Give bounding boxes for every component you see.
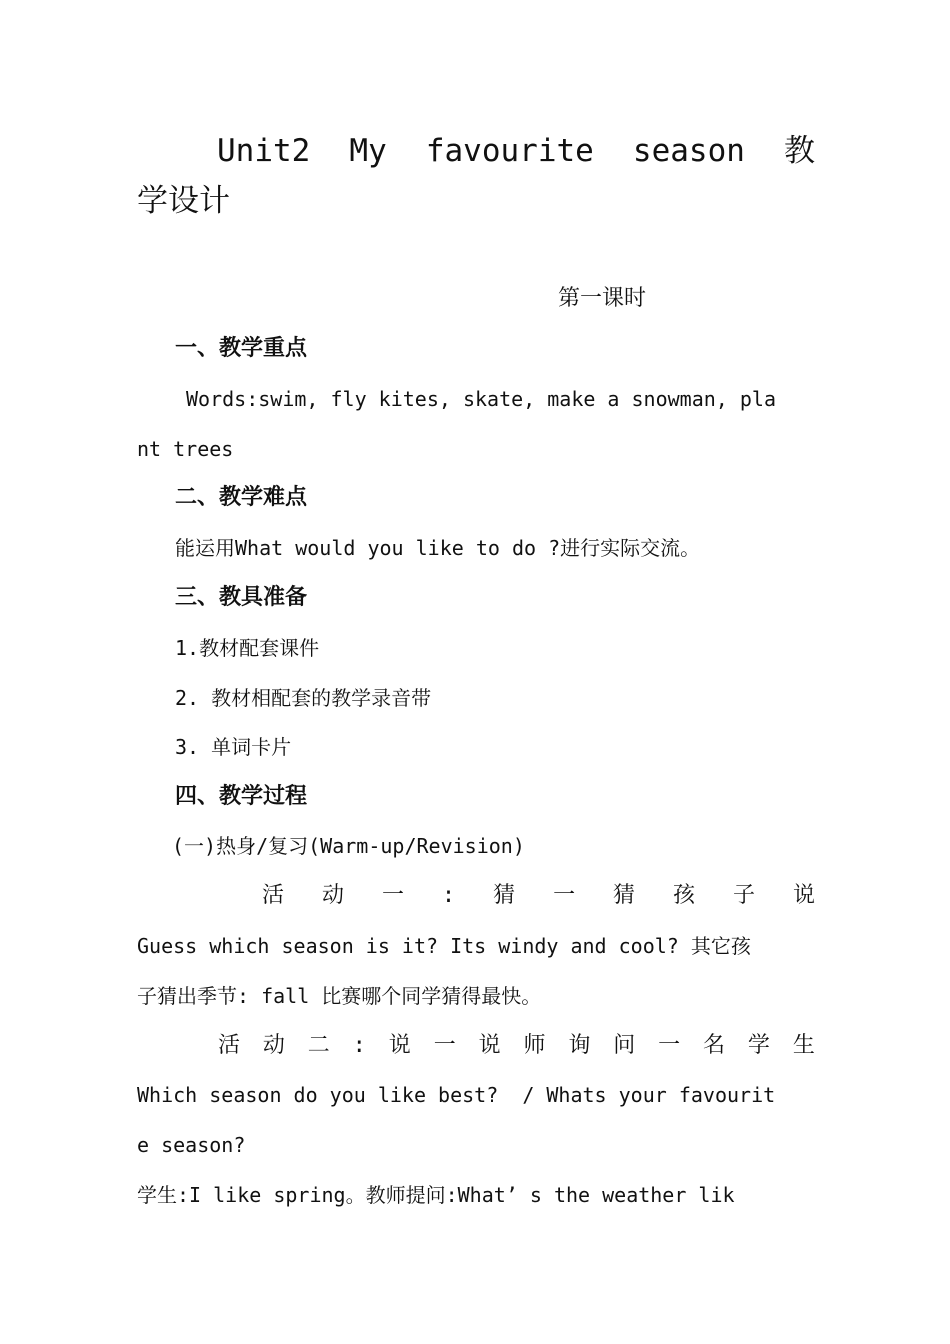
section-heading-focus: 一、教学重点 <box>175 336 308 361</box>
spread-char: : <box>441 883 456 908</box>
spread-char: 活 <box>262 883 285 908</box>
spread-char: 子 <box>732 883 755 908</box>
activity-one-line <box>137 881 815 911</box>
spread-char: 师 <box>523 1033 546 1058</box>
section-heading-materials: 三、教具准备 <box>175 585 308 610</box>
spread-char: 动 <box>262 1033 285 1058</box>
document-title <box>137 128 815 174</box>
difficulty-text: 能运用What would you like to do ?进行实际交流。 <box>175 536 701 560</box>
document-title-continued: 学设计 <box>137 183 230 219</box>
spread-char: : <box>352 1033 366 1058</box>
section-heading-difficulty: 二、教学难点 <box>175 485 308 510</box>
section-heading-process: 四、教学过程 <box>175 784 308 809</box>
activity-two-line: e season? <box>137 1133 246 1157</box>
spread-char: 猜 <box>613 883 636 908</box>
focus-text-line: nt trees <box>137 437 234 461</box>
activity-one-line: 子猜出季节: fall 比赛哪个同学猜得最快。 <box>137 984 542 1008</box>
focus-text-line: Words:swim, fly kites, skate, make a snowman, pla <box>186 387 777 411</box>
materials-item: 1.教材配套课件 <box>175 636 320 660</box>
spread-char: 二 <box>307 1033 330 1058</box>
spread-char: 动 <box>321 883 344 908</box>
spread-char: 猜 <box>493 883 516 908</box>
spread-char: 生 <box>792 1033 815 1058</box>
spread-char: 询 <box>568 1033 591 1058</box>
spread-char: 问 <box>613 1033 636 1058</box>
lesson-label: 第一课时 <box>558 286 647 311</box>
title-word: 教 <box>784 133 815 169</box>
title-word: favourite <box>425 133 594 169</box>
spread-char: 说 <box>792 883 815 908</box>
spread-char: 一 <box>658 1033 681 1058</box>
spread-char: 说 <box>388 1033 411 1058</box>
spread-char: 学 <box>747 1033 770 1058</box>
spread-char: 一 <box>381 883 404 908</box>
title-word: My <box>349 133 387 169</box>
activity-two-line: 学生:I like spring。教师提问:What’ s the weather lik <box>137 1183 735 1207</box>
activity-two-line <box>137 1031 815 1061</box>
spread-char: 孩 <box>673 883 696 908</box>
materials-item: 3. 单词卡片 <box>175 735 292 759</box>
materials-item: 2. 教材相配套的教学录音带 <box>175 686 432 710</box>
spread-char: 一 <box>433 1033 456 1058</box>
activity-two-line: Which season do you like best? / Whats your favourit <box>137 1083 776 1107</box>
warmup-subheading: (一)热身/复习(Warm-up/Revision) <box>172 834 525 858</box>
activity-one-line: Guess which season is it? Its windy and cool? 其它孩 <box>137 934 751 958</box>
spread-char: 说 <box>478 1033 501 1058</box>
spread-char: 一 <box>553 883 576 908</box>
spread-char: 活 <box>218 1033 241 1058</box>
spread-char: 名 <box>703 1033 726 1058</box>
title-word: season <box>632 133 745 169</box>
title-word: Unit2 <box>217 133 311 169</box>
